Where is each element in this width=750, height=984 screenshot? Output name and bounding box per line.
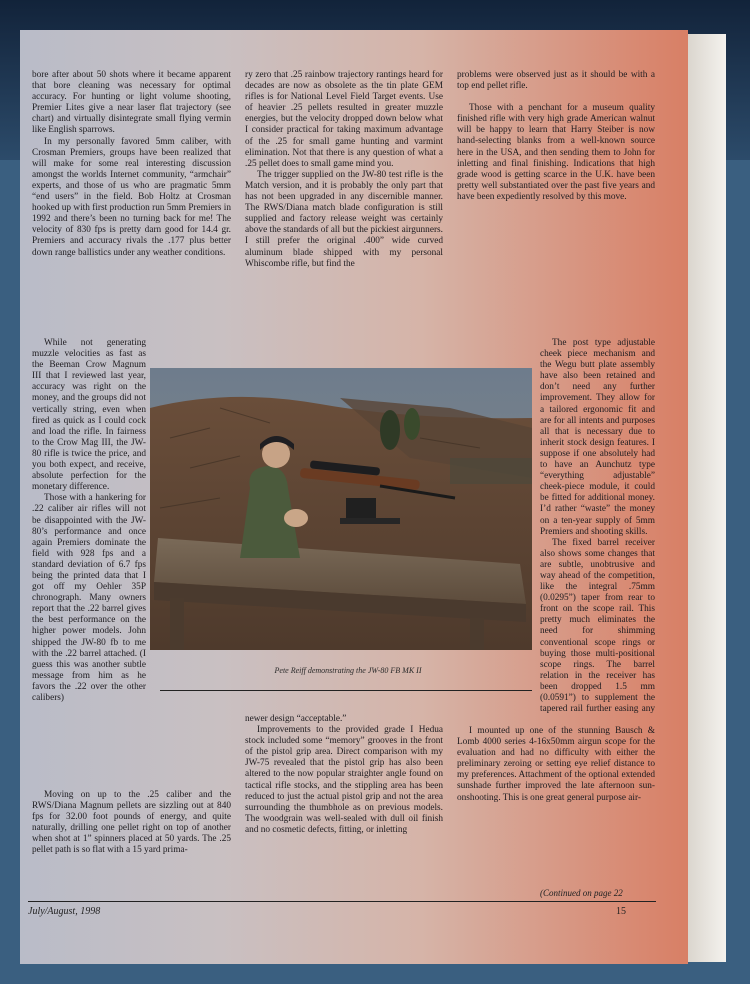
paper-edge xyxy=(686,34,726,962)
continued-note: (Continued on page 22 xyxy=(540,888,623,898)
issue-date: July/August, 1998 xyxy=(28,906,101,917)
paragraph: ry zero that .25 rainbow trajectory rantings heard for decades are now as obsolete as the tin plate GEM rifles is for National Level Field Target events. Use of heavier .25 pellets resulted in greater muzzle energies, but the velocity dropped down below what I consider practical for taking maximum advantage of the .25 for small game hunting and varmint elimination. Not that there is any question of what a .25 pellet does to small game mind you. xyxy=(245,70,443,169)
paragraph: I mounted up one of the stunning Bausch & Lomb 4000 series 4-16x50mm airgun scope for the evaluation and had no difficulty with either the preliminary zeroing or setting eye relief distance to my preferences. Attachment of the optional extended sunshade further improved the late afternoon sun-onshooting. This is one great general purpose air- xyxy=(457,726,655,803)
paragraph: In my personally favored 5mm caliber, with Crosman Premiers, groups have been realized that will make for some real interesting discussion amongst the worlds Internet community, “armchair” experts, and those of us who are pragmatic 5mm “end users” in the field. Bob Holtz at Crosman hooked up with first production run 5mm Premiers in 1992 and there’s been no turning back for me! The velocity of 830 fps is pretty darn good for 14.4 gr. Premiers and accuracy rivals the .177 plus better down range ballistics under any weather conditions. xyxy=(32,136,231,258)
bench-rest-photo-icon xyxy=(150,368,532,650)
photo-caption: Pete Reiff demonstrating the JW-80 FB MK II xyxy=(274,666,422,675)
paragraph: Those with a hankering for .22 caliber air rifles will not be disappointed with the JW-80’s performance and once again Premiers dominate the field with 928 fps and a standard deviation of 6.7 fps being the printed data that I got off my Oehler 35P chronograph. Many owners report that the .22 barrel gives the best performance on the higher power models. John shipped the JW-80 fb to me with the .22 barrel attached. (I guess this was another subtle message from him as he favors the .22 over the other calibers) xyxy=(32,493,146,703)
paragraph: newer design “acceptable.” xyxy=(245,714,347,724)
paragraph: The trigger supplied on the JW-80 test rifle is the Match version, and it is probably the only part that has not been upgraded in any discernible manner. The RWS/Diana match blade configuration is still supplied and factory release weight was certainly above the standards of all but the pickiest airgunners. I still prefer the original .400” wide curved aluminum blade shipped with my personal Whiscombe rifle, but find the xyxy=(245,169,443,269)
paragraph: The fixed barrel receiver also shows some changes that are subtle, unobtrusive and way ahead of the competition, like the integral .75mm (0.0295”) taper from rear to front on the scope rail. This pretty much eliminates the need for shimming conventional scope rings or buying those multi-positional scope rings. The barrel relation in the receiver has been dropped 1.5 mm (0.0591”) to supplement the tapered rail further easing any xyxy=(540,537,655,714)
footer-rule xyxy=(28,901,656,902)
column-2-upper xyxy=(245,70,443,366)
shooter-photo xyxy=(150,368,532,650)
column-3-narrow xyxy=(540,338,655,714)
column-1-upper xyxy=(32,70,231,259)
paragraph: problems were observed just as it should be with a top end pellet rifle. xyxy=(457,70,655,92)
paragraph: Improvements to the provided grade I Hedua stock included some “memory” grooves in the front of the pistol grip area. Direct comparison with my JW-75 revealed that the pistol grip has also been altered to the now popular straighter angle found on tactical rifle stocks, and the stippling area has been reduced to just the actual pistol grip and not the area surrounding the thumbhole as on previous models. The woodgrain was well-sealed with dull oil finish and no cosmetic defects, fitting, or inletting xyxy=(245,725,443,835)
paragraph: bore after about 50 shots where it became apparent that bore cleaning was necessary for optimal accuracy. For hunting or light volume shooting, Premier Lites give a near laser flat trajectory (see chart) and virtually disintegrate small flying vermin like English sparrows. xyxy=(32,70,231,136)
column-3-upper xyxy=(457,70,655,203)
paragraph: Moving on up to the .25 caliber and the RWS/Diana Magnum pellets are sizzling out at 840 fps for 32.00 foot pounds of energy, and quite naturally, drilling one pellet right on top of another when shot at 1” spinners placed at 50 yards. The .25 pellet path is so flat with a 15 yard prima- xyxy=(32,790,231,856)
column-1-narrow xyxy=(32,338,146,704)
caption-rule xyxy=(160,690,532,691)
paragraph: Those with a penchant for a museum quality finished rifle with very high grade American walnut will be happy to learn that Harry Steiber is now hand-selecting blanks from a well-known source here in the USA, and then sending them to John for inletting and final finishing. Indications that high grade wood is getting scarce in the U.K. have been pretty well substantiated over the past five years and have been expediently resolved by this move. xyxy=(457,103,655,202)
paragraph: The post type adjustable cheek piece mechanism and the Wegu butt plate assembly have also been retained and don’t need any further improvement. They allow for a tailored ergonomic fit and are for all intents and purposes all that is necessary due to inherit stock design features. I suppose if one absolutely had to have an Aunchutz type “everything adjustable” cheek-piece module, it could be fitted for additional money. I’d rather “waste” the money on a ten-year supply of 5mm Premiers and shooting skills. xyxy=(540,338,655,537)
column-1-lower xyxy=(32,790,231,900)
paragraph: While not generating muzzle velocities as fast as the Beeman Crow Magnum III that I reviewed last year, accuracy was right on the money, and the groups did not vertically string, even when fired as quick as I could cock and load the rifle. In fairness to the Crow Mag III, the JW-80 rifle is twice the price, and you both expect, and receive, absolute perfection for the monetary difference. xyxy=(32,338,146,493)
page-number: 15 xyxy=(616,906,626,917)
column-3-lower xyxy=(457,726,655,886)
magazine-page xyxy=(20,30,688,964)
column-2-lower xyxy=(245,714,443,900)
